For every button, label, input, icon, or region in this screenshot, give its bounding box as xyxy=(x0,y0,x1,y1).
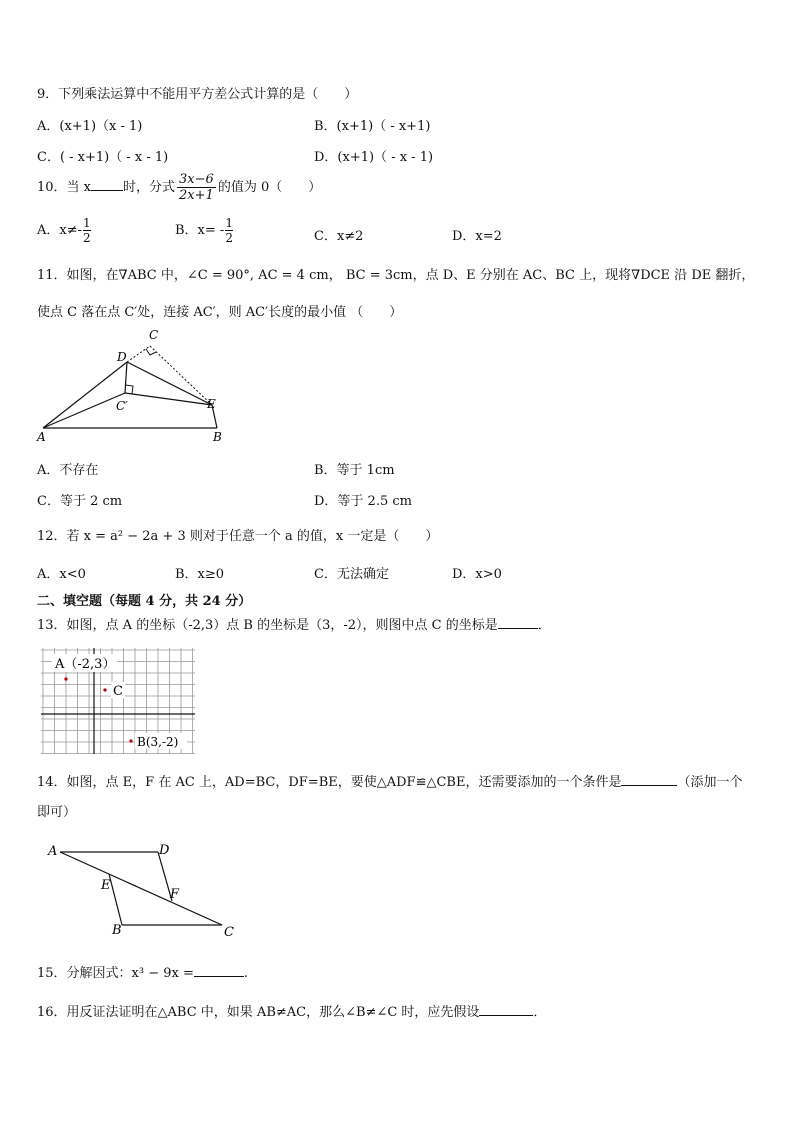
q11-stem-line1: 11．如图，在∇ABC 中，∠C = 90°, AC = 4 cm， BC = 3cm，点 D、E 分别在 AC、BC 上，现将∇DCE 沿 DE 翻折， xyxy=(37,268,755,283)
q13-blank xyxy=(498,628,538,629)
q10-a-den: 2 xyxy=(83,231,91,245)
q15-stem xyxy=(37,962,248,981)
q16-stem-text: 16．用反证法证明在△ABC 中，如果 AB≠AC，那么∠B≠∠C 时，应先假设 xyxy=(37,1005,480,1020)
q10-denominator: 2x+1 xyxy=(179,188,214,203)
q13-point-a xyxy=(64,677,67,680)
q9-option-c: C．( - x+1)（ - x - 1) xyxy=(37,150,169,165)
q16-end: ． xyxy=(533,1005,547,1020)
q11-label-b: B xyxy=(213,430,222,444)
q14-stem-line1 xyxy=(37,771,742,790)
q14-stem-text: 14．如图，点 E，F 在 AC 上，AD=BC，DF=BE，要使△ADF≌△CBE，还需要添加的一个条件是 xyxy=(37,775,622,790)
q14-label-f: F xyxy=(170,887,180,902)
q13-point-b xyxy=(129,739,132,742)
q10-blank xyxy=(91,190,123,191)
q11-segment-ad xyxy=(43,362,127,428)
q10-option-b xyxy=(175,216,233,245)
q10-option-c: C．x≠2 xyxy=(314,229,364,244)
q14-label-e: E xyxy=(101,878,111,893)
q10-numerator: 3x−6 xyxy=(179,172,214,187)
q10-mid: 时，分式 xyxy=(123,180,176,195)
q15-blank xyxy=(194,976,244,977)
q11-option-c: C．等于 2 cm xyxy=(37,494,123,509)
q13-coordinate-grid xyxy=(41,648,197,756)
q11-label-a: A xyxy=(37,430,46,444)
q10-option-a-text: A．x≠- xyxy=(37,223,83,238)
q13-stem-text: 13．如图，点 A 的坐标（-2,3）点 B 的坐标是（3，-2），则图中点 C 的坐标是 xyxy=(37,618,498,633)
q10-option-a-fraction xyxy=(83,216,91,245)
q14-label-c: C xyxy=(224,925,234,940)
q10-option-b-text: B．x= - xyxy=(175,223,225,238)
q11-label-c-prime: C′ xyxy=(116,399,128,413)
q13-stem xyxy=(37,614,551,633)
q12-option-c: C．无法确定 xyxy=(314,567,389,582)
q12-option-b: B．x≥0 xyxy=(175,567,225,582)
q9-option-d: D．(x+1)（ - x - 1) xyxy=(314,150,434,165)
q10-fraction xyxy=(177,172,216,203)
q11-label-e: E xyxy=(207,397,216,411)
q10-a-num: 1 xyxy=(83,216,91,230)
q10-option-b-fraction xyxy=(225,216,233,245)
q11-segment-dc1 xyxy=(125,362,127,393)
q12-option-a: A．x<0 xyxy=(37,567,86,582)
q10-prefix: 10．当 x xyxy=(37,180,92,195)
q10-option-a xyxy=(37,216,91,245)
q10-suffix: 的值为 0（ ） xyxy=(217,180,322,195)
q14-blank xyxy=(621,785,677,786)
q13-label-b: B(3,-2) xyxy=(137,735,179,749)
q11-label-c: C xyxy=(149,328,159,342)
q11-label-d: D xyxy=(117,350,127,364)
q13-end: ． xyxy=(537,618,551,633)
q15-stem-text: 15．分解因式：x³ − 9x = xyxy=(37,966,194,981)
q11-figure xyxy=(30,325,240,447)
q16-blank xyxy=(479,1015,533,1016)
q12-option-d: D．x>0 xyxy=(452,567,502,582)
q10-option-d: D．x=2 xyxy=(452,229,502,244)
q11-segment-ce xyxy=(150,346,212,405)
q14-label-a: A xyxy=(48,844,58,859)
q13-point-c xyxy=(103,688,106,691)
q16-stem xyxy=(37,1001,546,1020)
q11-stem-line2: 使点 C 落在点 C′处，连接 AC′，则 AC′长度的最小值 （ ） xyxy=(37,305,403,320)
q14-figure xyxy=(44,837,240,943)
q9-option-b: B．(x+1)（ - x+1) xyxy=(314,119,431,134)
q14-label-d: D xyxy=(159,843,170,858)
q12-stem: 12．若 x = a² − 2a + 3 则对于任意一个 a 的值，x 一定是（ ） xyxy=(37,529,439,544)
q14-stem-end: （添加一个 xyxy=(677,775,743,790)
q9-stem: 9．下列乘法运算中不能用平方差公式计算的是（ ） xyxy=(37,87,358,102)
q14-segment-ac xyxy=(60,852,222,925)
q11-option-a: A．不存在 xyxy=(37,463,99,478)
q10-stem xyxy=(37,172,321,203)
q10-b-num: 1 xyxy=(225,216,233,230)
q11-segment-ac1 xyxy=(43,393,125,428)
q11-option-b: B．等于 1cm xyxy=(314,463,395,478)
q13-label-c: C xyxy=(113,684,123,699)
q9-option-a: A．(x+1)（x - 1) xyxy=(37,119,143,134)
q15-end: . xyxy=(243,966,249,981)
q10-b-den: 2 xyxy=(225,231,233,245)
q14-label-b: B xyxy=(112,923,122,938)
section-heading: 二、填空题（每题 4 分，共 24 分） xyxy=(37,594,252,609)
q14-stem-line2: 即可） xyxy=(37,805,77,820)
q11-option-d: D．等于 2.5 cm xyxy=(314,494,412,509)
q11-segment-dc xyxy=(127,346,150,362)
q13-label-a: A（-2,3） xyxy=(55,657,116,672)
q14-segment-eb xyxy=(109,874,122,925)
